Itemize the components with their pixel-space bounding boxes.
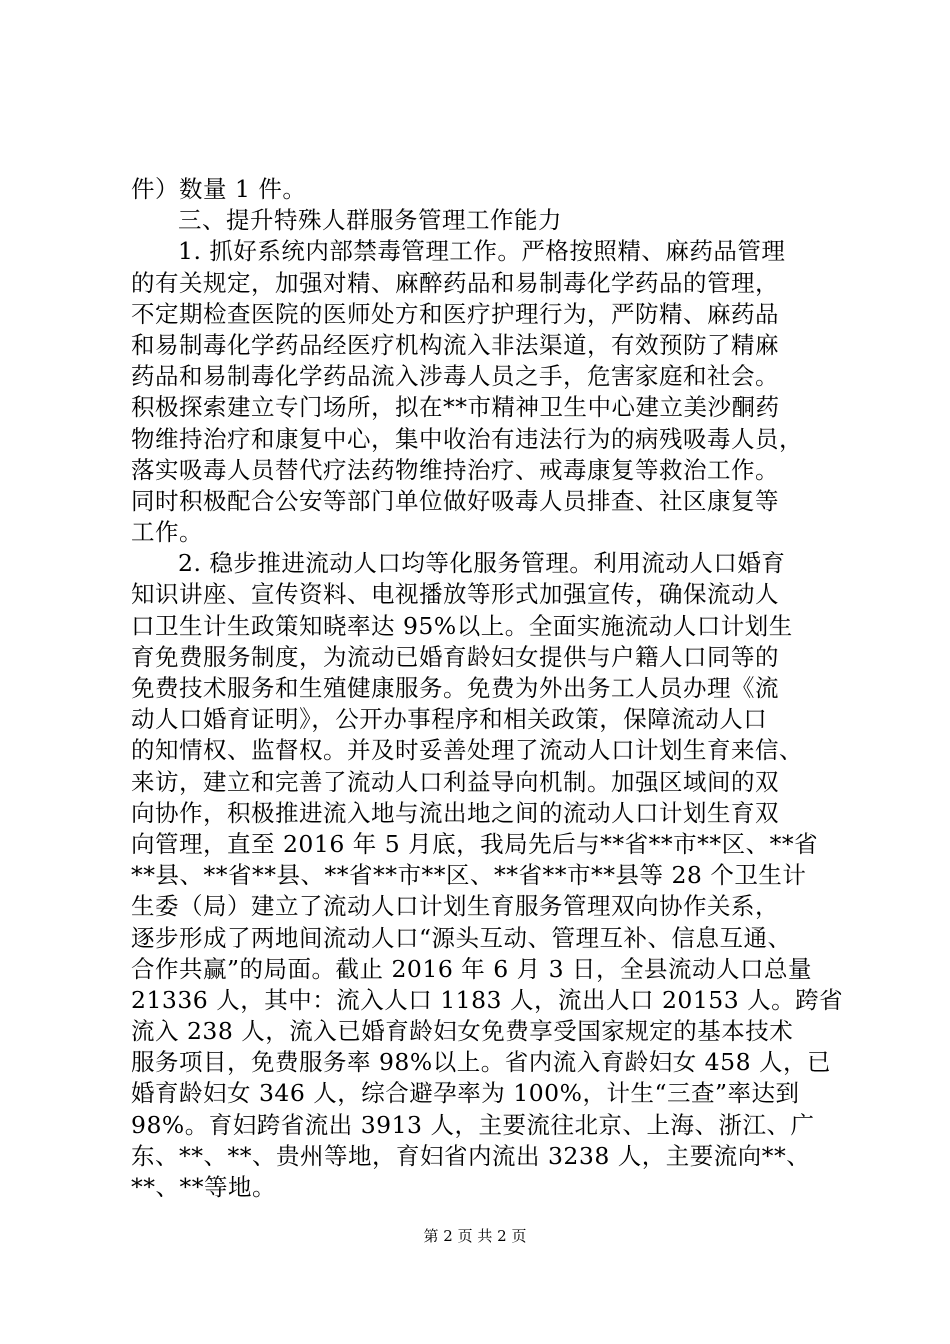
- text-line: 三、提升特殊人群服务管理工作能力: [178, 206, 562, 235]
- text-line: 逐步形成了两地间流动人口“源头互动、管理互补、信息互通、: [131, 923, 792, 952]
- text-line: 21336 人，其中：流入人口 1183 人，流出人口 20153 人。跨省: [131, 985, 844, 1014]
- text-line: 婚育龄妇女 346 人，综合避孕率为 100%，计生“三查”率达到: [131, 1079, 800, 1108]
- text-line: 的有关规定，加强对精、麻醉药品和易制毒化学药品的管理，: [131, 268, 779, 297]
- text-line: 2. 稳步推进流动人口均等化服务管理。利用流动人口婚育: [178, 549, 786, 578]
- text-line: 工作。: [131, 518, 203, 547]
- text-line: **、**等地。: [131, 1173, 276, 1201]
- text-line: 件）数量 1 件。: [131, 175, 307, 203]
- text-line: 合作共赢”的局面。截止 2016 年 6 月 3 日，全县流动人口总量: [131, 954, 813, 983]
- text-line: 生委（局）建立了流动人口计划生育服务管理双向协作关系，: [131, 892, 779, 921]
- text-line: 同时积极配合公安等部门单位做好吸毒人员排查、社区康复等: [131, 486, 779, 515]
- text-line: 的知情权、监督权。并及时妥善处理了流动人口计划生育来信、: [131, 736, 803, 765]
- text-line: 动人口婚育证明》，公开办事程序和相关政策，保障流动人口: [131, 705, 768, 734]
- document-body: [131, 174, 844, 1203]
- text-line: 1. 抓好系统内部禁毒管理工作。严格按照精、麻药品管理: [178, 237, 786, 266]
- text-line: **县、**省**县、**省**市**区、**省**市**县等 28 个卫生计: [131, 861, 807, 890]
- text-line: 落实吸毒人员替代疗法药物维持治疗、戒毒康复等救治工作。: [131, 455, 779, 484]
- text-line: 98%。育妇跨省流出 3913 人，主要流往北京、上海、浙江、广: [131, 1110, 815, 1139]
- text-line: 免费技术服务和生殖健康服务。免费为外出务工人员办理《流: [131, 674, 779, 702]
- text-line: 向协作，积极推进流入地与流出地之间的流动人口计划生育双: [131, 798, 779, 827]
- text-line: 育免费服务制度，为流动已婚育龄妇女提供与户籍人口同等的: [131, 642, 779, 671]
- text-line: 物维持治疗和康复中心，集中收治有违法行为的病残吸毒人员，: [131, 424, 803, 453]
- text-line: 来访，建立和完善了流动人口利益导向机制。加强区域间的双: [131, 767, 779, 796]
- text-line: 积极探索建立专门场所，拟在**市精神卫生中心建立美沙酮药: [131, 393, 780, 422]
- text-line: 口卫生计生政策知晓率达 95%以上。全面实施流动人口计划生: [131, 611, 793, 640]
- text-line: 不定期检查医院的医师处方和医疗护理行为，严防精、麻药品: [131, 299, 779, 328]
- text-line: 服务项目，免费服务率 98%以上。省内流入育龄妇女 458 人，已: [131, 1048, 831, 1077]
- page-footer: 第 2 页 共 2 页: [423, 1227, 527, 1245]
- text-line: 和易制毒化学药品经医疗机构流入非法渠道，有效预防了精麻: [131, 330, 779, 359]
- text-line: 药品和易制毒化学药品流入涉毒人员之手，危害家庭和社会。: [131, 362, 779, 391]
- text-line: 东、**、**、贵州等地，育妇省内流出 3238 人，主要流向**、: [131, 1141, 811, 1170]
- text-line: 向管理，直至 2016 年 5 月底，我局先后与**省**市**区、**省: [131, 829, 819, 858]
- text-line: 知识讲座、宣传资料、电视播放等形式加强宣传，确保流动人: [131, 580, 779, 609]
- text-line: 流入 238 人，流入已婚育龄妇女免费享受国家规定的基本技术: [131, 1017, 794, 1046]
